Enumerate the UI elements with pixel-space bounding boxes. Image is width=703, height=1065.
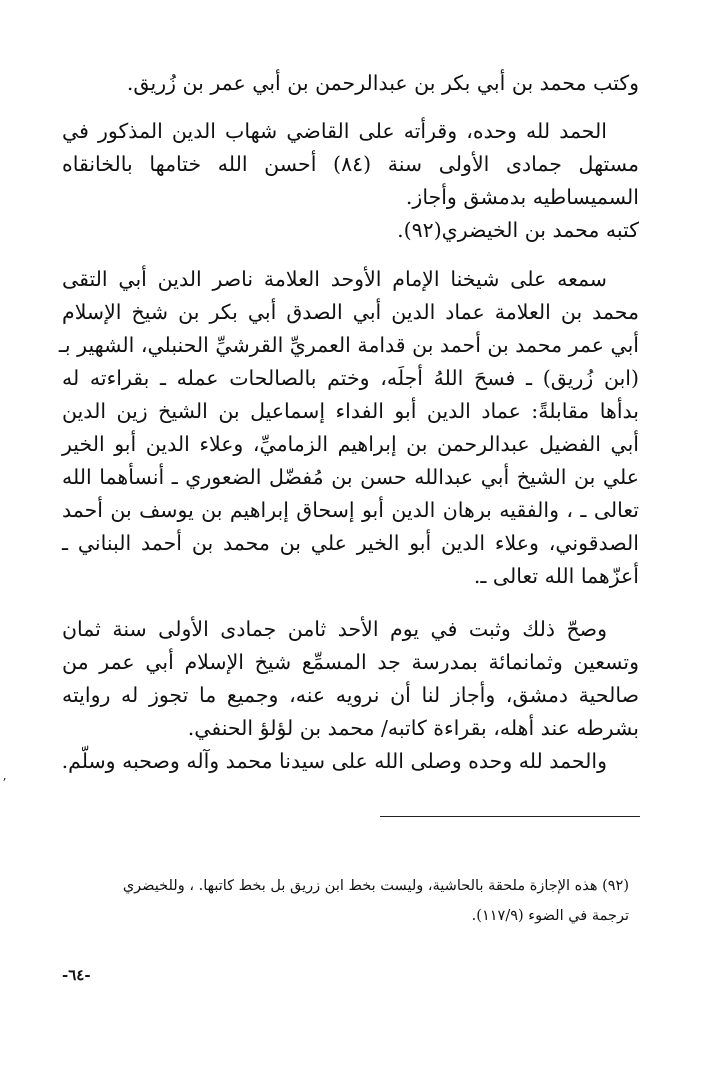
text-line: محمد بن العلامة عماد الدين أبي الصدق أبي بكر بن شيخ الإسلام [62, 300, 639, 324]
text-line: الصدقوني، وعلاء الدين أبو الخير علي بن محمد بن أحمد البناني ـ [62, 531, 639, 555]
text-line: وكتب محمد بن أبي بكر بن عبدالرحمن بن أبي عمر بن زُريق. [126, 71, 639, 95]
text-line: تعالى ـ ، والفقيه برهان الدين أبو إسحاق إبراهيم بن يوسف بن أحمد [62, 498, 639, 522]
text-line: وصحّ ذلك وثبت في يوم الأحد ثامن جمادى الأولى سنة ثمان [62, 617, 607, 641]
text-line: السميساطيه بدمشق وأجاز. [405, 185, 639, 209]
text-line: صالحية دمشق، وأجاز لنا أن نرويه عنه، وجميع ما تجوز له روايته [62, 683, 639, 707]
text-line: وتسعين وثمانمائة بمدرسة جد المسمِّع شيخ الإسلام أبي عمر من [62, 650, 639, 674]
footnote-line: ترجمة في الضوء (١١٧/٩). [471, 908, 629, 924]
text-line: بشرطه عند أهله، بقراءة كاتبه/ محمد بن لؤلؤ الحنفي. [187, 716, 639, 740]
text-line: أعزّهما الله تعالى ـ. [473, 564, 639, 588]
text-line: كتبه محمد بن الخيضري(٩٢). [397, 218, 639, 242]
margin-mark: ʼ [2, 776, 6, 790]
footnote-line: (٩٢) هذه الإجازة ملحقة بالحاشية، وليست بخط ابن زريق بل بخط كاتبها. ، وللخيضري [122, 878, 629, 894]
footnote-divider [380, 816, 640, 817]
text-line: بدأها مقابلةً: عماد الدين أبو الفداء إسماعيل بن الشيخ زين الدين [62, 399, 639, 423]
text-line: مستهل جمادى الأولى سنة (٨٤) أحسن الله ختامها بالخانقاه [62, 152, 639, 176]
text-line: أبي الفضيل عبدالرحمن بن إبراهيم الزماميِّ، وعلاء الدين أبو الخير [62, 432, 639, 456]
text-line: والحمد لله وحده وصلى الله على سيدنا محمد وآله وصحبه وسلّم. [61, 749, 607, 773]
text-line: الحمد لله وحده، وقرأته على القاضي شهاب الدين المذكور في [62, 119, 607, 143]
page-number: -٦٤- [62, 966, 91, 984]
text-line: سمعه على شيخنا الإمام الأوحد العلامة ناصر الدين أبي التقى [62, 267, 607, 291]
text-line: علي بن الشيخ أبي عبدالله حسن بن مُفضّل الضعوري ـ أنسأهما الله [62, 465, 639, 489]
text-line: أبي عمر محمد بن أحمد بن قدامة العمريِّ القرشيِّ الحنبلي، الشهير بـ [58, 333, 639, 357]
text-line: (ابن زُريق) ـ فسحَ اللهُ أجلَه، وختم بالصالحات عمله ـ بقراءته له [62, 366, 639, 390]
